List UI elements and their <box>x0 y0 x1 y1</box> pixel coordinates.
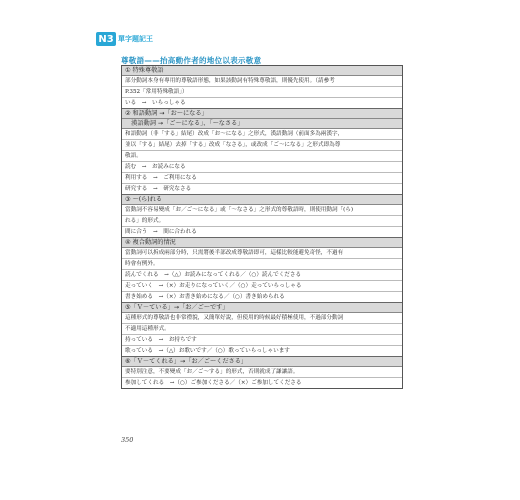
table-line: P.352「常用特殊敬語」） <box>122 87 402 98</box>
table-line: いる → いらっしゃる <box>125 100 186 106</box>
table-line: 要特別注意，不要變成「お／ご～する」的形式，否則就成了謙讓語。 <box>122 367 402 378</box>
table-line: 敬語。 <box>122 151 402 162</box>
grammar-table <box>121 65 403 389</box>
table-line: 和語動詞（非「する」結尾）改成「お～になる」之形式，漢語動詞（前面多為兩漢字， <box>122 129 402 140</box>
table-section <box>122 195 402 238</box>
table-line: 利用する → ご利用になる <box>122 173 402 184</box>
table-line: 参加してくれる →（○）ご参加くださる／（×）ご参加してくださる <box>125 380 302 386</box>
table-line: 読んでくれる →（△）お読みになってくれる／（○）読んでくださる <box>122 270 402 281</box>
table-line: 不適用這種形式。 <box>122 324 402 335</box>
table-line: 部分動詞本身有專用的尊敬語形態，如果該動詞有特殊尊敬語，則優先使用。（請參考 <box>122 76 402 87</box>
table-section <box>122 357 402 388</box>
table-line: 間に合う → 間に合われる <box>125 229 197 235</box>
table-line: 歌っている →（△）お歌いです／（○）歌っていらっしゃいます <box>125 348 290 354</box>
section-header: ③ ～(ら)れる <box>122 195 402 205</box>
n3-badge: N3 <box>96 32 116 46</box>
section-header: ② 和語動詞 →「お～になる」 <box>122 109 402 119</box>
section-header: ⑥「Ｖ－てくれる」→「お／ご～くださる」 <box>122 357 402 367</box>
section-heading: 尊敬語——抬高動作者的地位以表示敬意 <box>121 56 262 65</box>
table-line: 読む → お読みになる <box>122 162 402 173</box>
table-section <box>122 303 402 357</box>
section-header: ④ 複合動詞的情況 <box>122 238 402 248</box>
table-section <box>122 66 402 109</box>
table-line: 走っていく →（×）お走りになっていく／（○）走っていらっしゃる <box>122 281 402 292</box>
table-line: 時會有例外。 <box>122 259 402 270</box>
table-line: 研究する → 研究なさる <box>125 186 192 192</box>
book-logo <box>96 32 153 46</box>
table-section <box>122 238 402 303</box>
table-line: 並以「する」結尾）去掉「する」改成「なさる」，或改成「ご～になる」之形式即為尊 <box>122 140 402 151</box>
table-line: れる」的形式。 <box>122 216 402 227</box>
section-header: 漢語動詞 →「ご～になる」、「～なさる」 <box>122 119 402 129</box>
table-line: 當動詞不容易變成「お／ご～になる」或「～なさる」之形式的尊敬語時，則使用動詞「(ら) <box>122 205 402 216</box>
table-line: 這種形式的尊敬語也非常禮貌，又簡單好說，但使用的時候最好積極使用，不過部分動詞 <box>122 313 402 324</box>
table-section <box>122 109 402 195</box>
table-line: 持っている → お持ちです <box>122 335 402 346</box>
table-line: 當動詞可以拆成兩部分時，只需將後半部改成尊敬語即可，這樣比較能避免奇怪，不過有 <box>122 248 402 259</box>
section-header: ⑤「Ｖ－ている」→「お／ご～です」 <box>122 303 402 313</box>
book-title: 單字題記王 <box>118 35 153 43</box>
page-number: 350 <box>121 436 134 444</box>
section-header: ① 特殊尊敬語 <box>122 66 402 76</box>
table-line: 書き始める →（×）お書き始めになる／（○）書き始められる <box>125 294 285 300</box>
